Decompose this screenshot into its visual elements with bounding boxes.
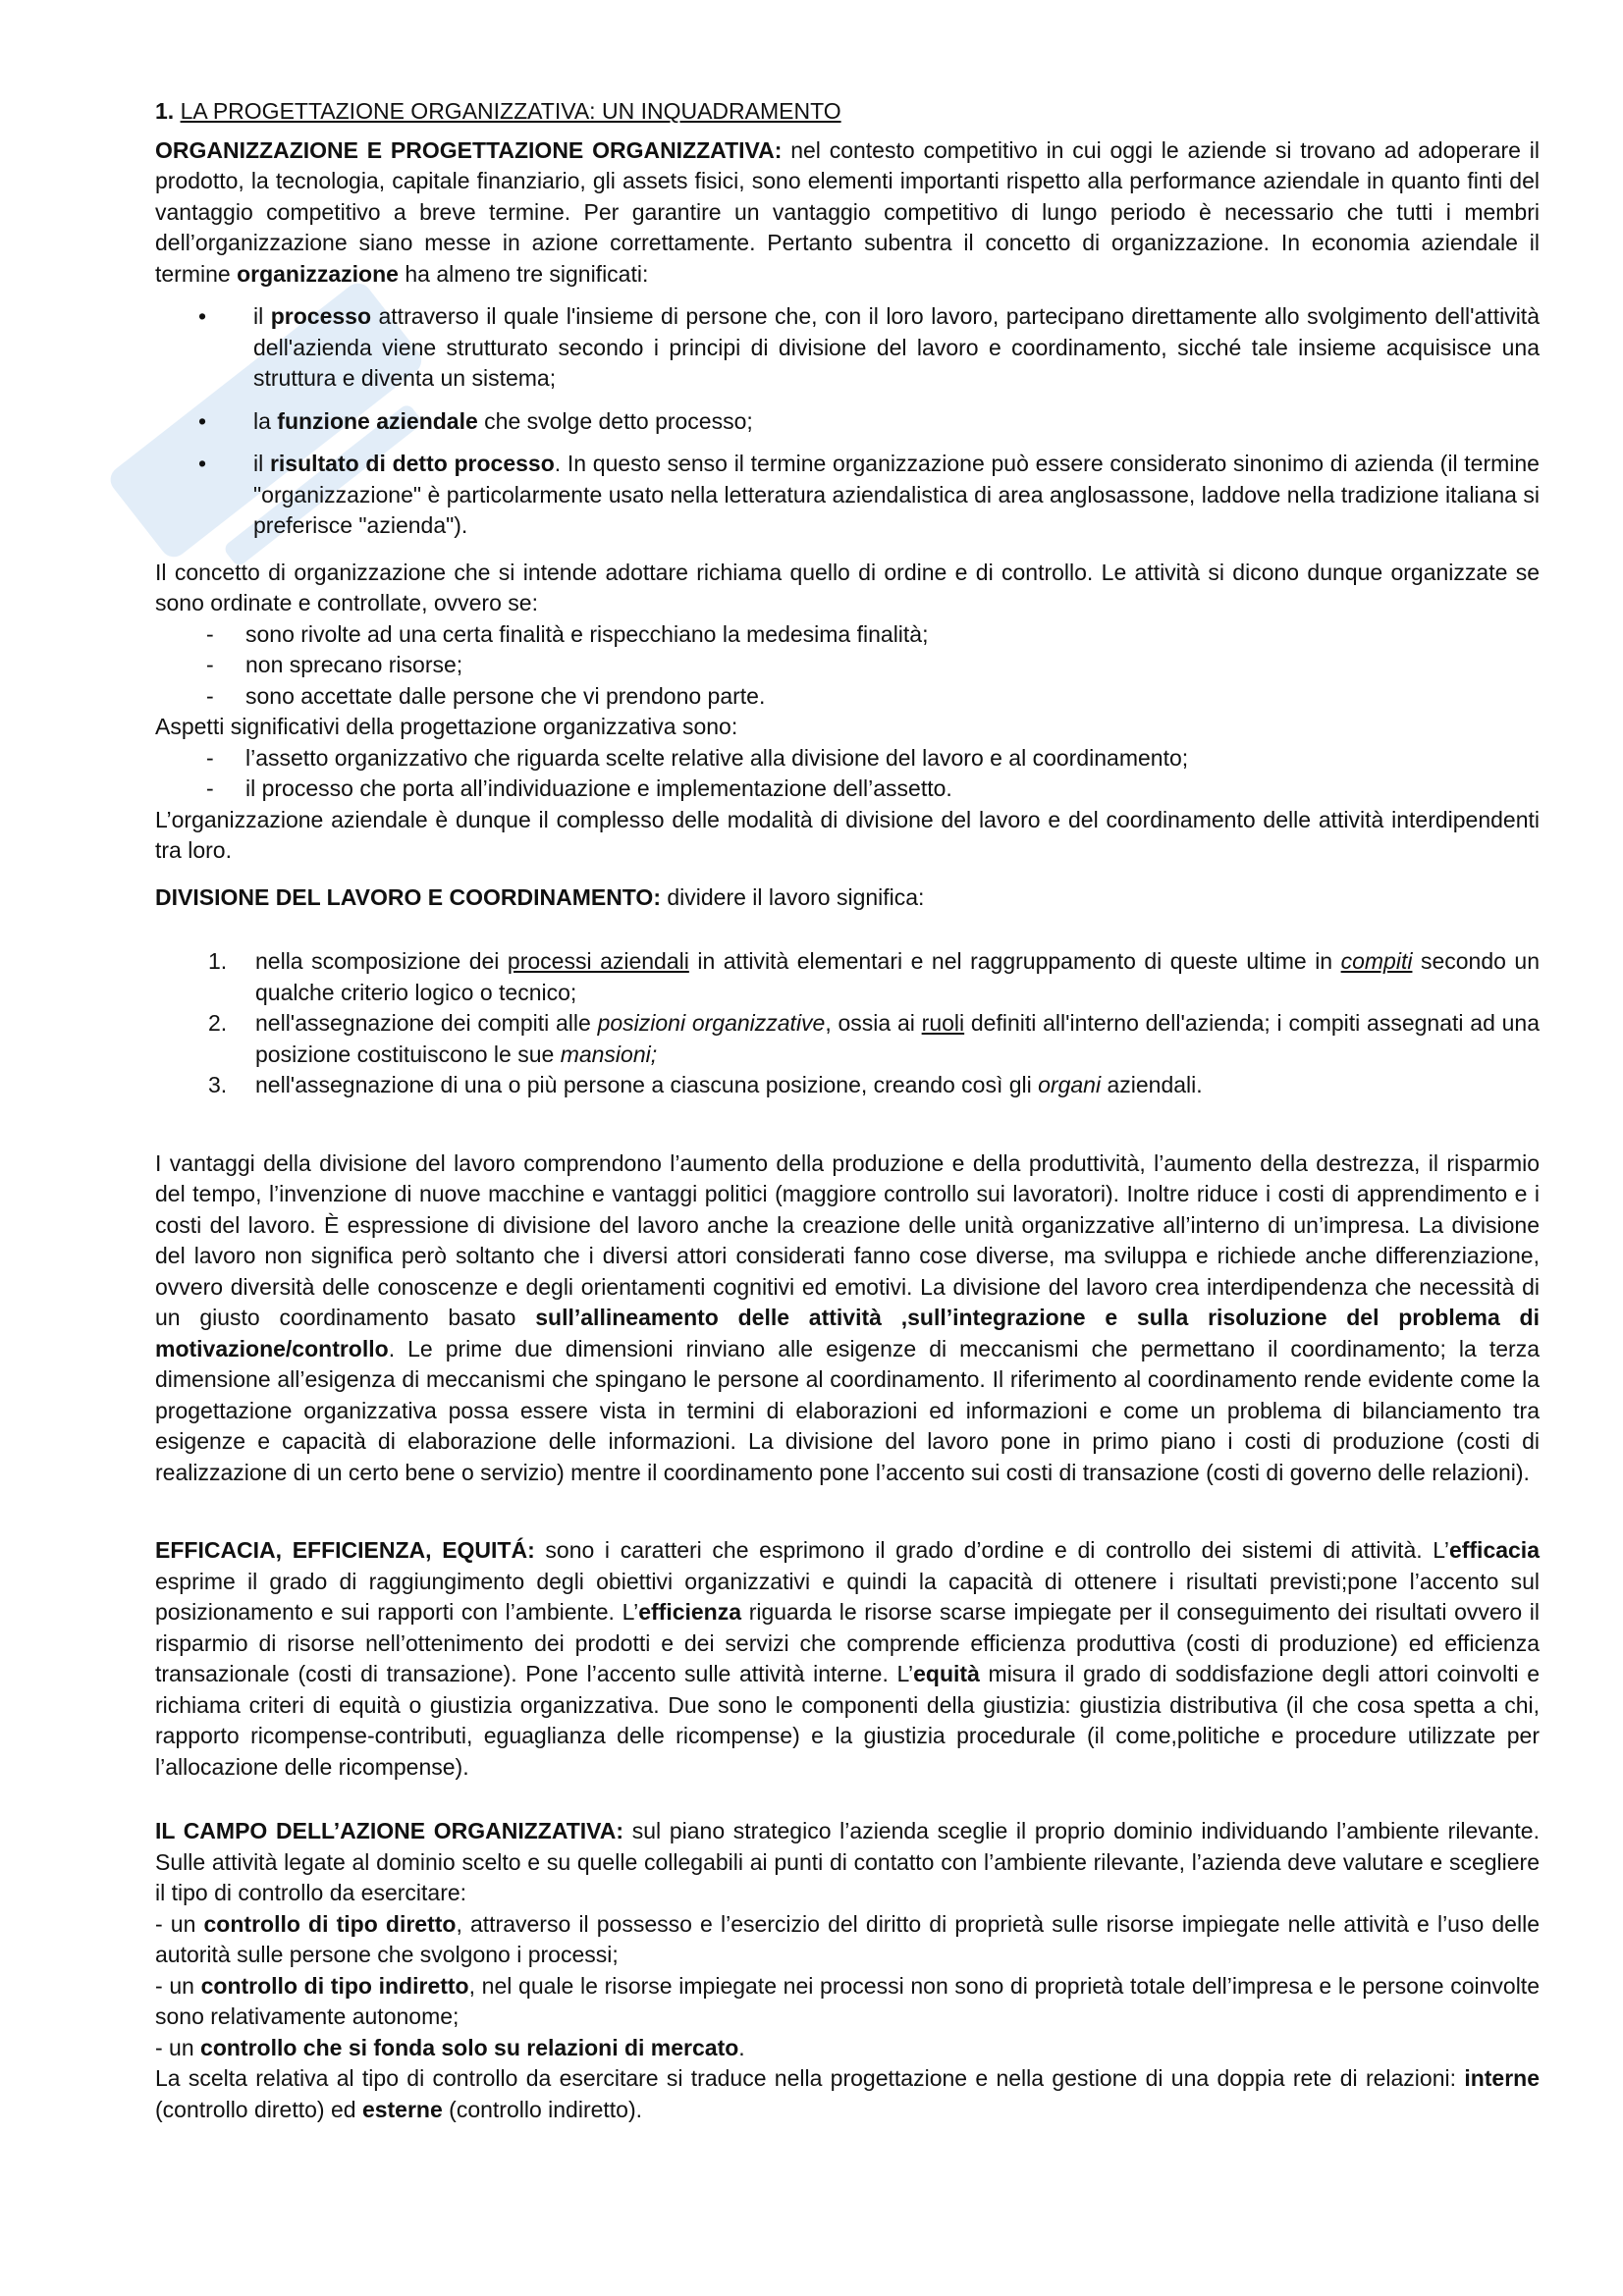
dash-list-finalita <box>155 619 1540 713</box>
heading-organizzazione: ORGANIZZAZIONE E PROGETTAZIONE ORGANIZZATIVA: <box>155 136 783 163</box>
list-item: 2. nell'assegnazione dei compiti alle posizioni organizzative, ossia ai ruoli definiti all'interno dell'azienda; i compiti assegnati ad una posizione costituiscono le sue mansioni; <box>208 1010 1541 1067</box>
paragraph-campo: IL CAMPO DELL’AZIONE ORGANIZZATIVA: sul piano strategico l’azienda sceglie il proprio dominio individuando l’ambiente rilevante. Sulle attività legate al dominio scelto e su quelle collegabili ai punti di contatto con l’ambiente rilevante, l’azienda deve valutare e scegliere il tipo di controllo da esercitare: <box>155 1818 1540 1905</box>
bullet-marker: • <box>198 407 207 434</box>
list-item: • il processo attraverso il quale l'insieme di persone che, con il loro lavoro, partecipano direttamente allo svolgimento dell'attività dell'azienda viene strutturato secondo i principi di divisione del lavoro e coordinamento, sicché tale insieme acquisisce una struttura e diventa un sistema; <box>155 301 1540 395</box>
control-item: - un controllo di tipo diretto, attraverso il possesso e l’esercizio del diritto di proprietà sulle risorse impiegate nelle attività e l’uso delle autorità sulle persone che svolgono i processi; <box>155 1910 1540 1967</box>
bullet-marker: • <box>198 451 207 476</box>
list-item: 3. nell'assegnazione di una o più persone a ciascuna posizione, creando così gli organi aziendali. <box>208 1072 1203 1097</box>
link-compiti[interactable]: compiti <box>1340 948 1413 974</box>
heading-efficacia: EFFICACIA, EFFICIENZA, EQUITÁ: <box>155 1537 535 1563</box>
list-item: - sono rivolte ad una certa finalità e rispecchiano la medesima finalità; <box>206 620 929 647</box>
paragraph-organizzazione-aziendale: L’organizzazione aziendale è dunque il complesso delle modalità di divisione del lavoro e del coordinamento delle attività interdipendenti tra loro. <box>155 806 1540 863</box>
paragraph-divisione: DIVISIONE DEL LAVORO E COORDINAMENTO: dividere il lavoro significa: <box>155 883 925 910</box>
paragraph-organizzazione: ORGANIZZAZIONE E PROGETTAZIONE ORGANIZZATIVA: nel contesto competitivo in cui oggi le aziende si trovano ad adoperare il prodotto, la tecnologia, capitale finanziario, gli assets fisici, sono elementi importanti rispetto alla performance aziendale in quanto finti del vantaggio competitivo a breve termine. Per garantire un vantaggio competitivo di lungo periodo è necessario che tutti i membri dell’organizzazione siano messe in azione correttamente. Pertanto subentra il concetto di organizzazione. In economia aziendale il termine organizzazione ha almeno tre significati: <box>155 136 1540 287</box>
paragraph-vantaggi: I vantaggi della divisione del lavoro comprendono l’aumento della produzione e della produttività, l’aumento della destrezza, il risparmio del tempo, l’invenzione di nuove macchine e vantaggi politici (maggiore controllo sui lavoratori). Inoltre riduce i costi di apprendimento e i costi del lavoro. È espressione di divisione del lavoro anche la creazione delle unità organizzative all’interno di un’impresa. La divisione del lavoro non significa però soltanto che i diversi attori considerati fanno cose diverse, ma sviluppa e richiede anche differenziazione, ovvero diversità delle conoscenze e degli orientamenti cognitivi ed emotivi. La divisione del lavoro crea interdipendenza che necessità di un giusto coordinamento basato sull’allineamento delle attività ,sull’integrazione e sulla risoluzione del problema di motivazione/controllo. Le prime due dimensioni rinviano alle esigenze di meccanismi che permettano il coordinamento; la terza dimensione all’esigenza di meccanismi che spingano le persone al coordinamento. Il riferimento al coordinamento rende evidente come la progettazione organizzativa possa essere vista in termini di elaborazioni ed informazioni e come un problema di bilanciamento tra esigenze e capacità di elaborazione delle informazioni. La divisione del lavoro pone in primo piano i costi di produzione (costi di realizzazione di un certo bene o servizio) mentre il coordinamento pone l’accento sui costi di transazione (costi di governo delle relazioni). <box>155 1149 1540 1485</box>
paragraph-scelta: La scelta relativa al tipo di controllo da esercitare si traduce nella progettazione e nella gestione di una doppia rete di relazioni: interne (controllo diretto) ed esterne (controllo indiretto). <box>155 2065 1540 2122</box>
list-item: • la funzione aziendale che svolge detto processo; <box>155 406 1540 438</box>
section-title <box>155 96 1540 128</box>
list-item: 1. nella scomposizione dei processi aziendali in attività elementari e nel raggruppamento di queste ultime in compiti secondo un qualche criterio logico o tecnico; <box>208 948 1540 1005</box>
list-item: - il processo che porta all’individuazione e implementazione dell’assetto. <box>206 775 952 801</box>
section-title-text: LA PROGETTAZIONE ORGANIZZATIVA: UN INQUADRAMENTO <box>180 98 841 124</box>
list-item: - sono accettate dalle persone che vi prendono parte. <box>206 682 766 709</box>
link-ruoli[interactable]: ruoli <box>921 1010 965 1036</box>
list-item: - l’assetto organizzativo che riguarda scelte relative alla divisione del lavoro e al coordinamento; <box>206 744 1189 771</box>
list-item: - non sprecano risorse; <box>206 652 463 677</box>
list-item: • il risultato di detto processo. In questo senso il termine organizzazione può essere considerato sinonimo di azienda (il termine "organizzazione" è particolarmente usato nella letteratura aziendalistica di area anglosassone, laddove nella tradizione italiana si preferisce "azienda"). <box>155 449 1540 542</box>
link-processi-aziendali[interactable]: processi aziendali <box>507 948 689 974</box>
paragraph-aspetti: Aspetti significativi della progettazione organizzativa sono: <box>155 714 738 739</box>
heading-campo: IL CAMPO DELL’AZIONE ORGANIZZATIVA: <box>155 1818 624 1843</box>
bullet-marker: • <box>198 303 207 329</box>
control-item: - un controllo che si fonda solo su relazioni di mercato. <box>155 2034 745 2060</box>
control-item: - un controllo di tipo indiretto, nel quale le risorse impiegate nei processi non sono di proprietà totale dell’impresa e le persone coinvolte sono relativamente autonome; <box>155 1972 1540 2029</box>
paragraph-efficacia: EFFICACIA, EFFICIENZA, EQUITÁ: sono i caratteri che esprimono il grado d’ordine e di controllo dei sistemi di attività. L’efficacia esprime il grado di raggiungimento degli obiettivi organizzativi e quindi la capacità di ottenere i risultati previsti;pone l’accento sul posizionamento e sui rapporti con l’ambiente. L’efficienza riguarda le risorse scarse impiegate per il conseguimento dei risultati ovvero il risparmio di risorse nell’ottenimento dei prodotti e dei servizi che comprende efficienza produttiva (costi di produzione) ed efficienza transazionale (costi di transazione). Pone l’accento sulle attività interne. L’equità misura il grado di soddisfazione degli attori coinvolti e richiama criteri di equità o giustizia organizzativa. Due sono le componenti della giustizia: giustizia distributiva (il che cosa spetta a chi, rapporto ricompense-contributi, eguaglianza delle ricompense) e la giustizia procedurale (il come,politiche e procedure utilizzate per l’allocazione delle ricompense). <box>155 1537 1541 1780</box>
document-page <box>155 96 1540 2125</box>
dash-list-aspetti <box>155 743 1540 805</box>
paragraph-concetto: Il concetto di organizzazione che si intende adottare richiama quello di ordine e di controllo. Le attività si dicono dunque organizzate se sono ordinate e controllate, ovvero se: <box>155 559 1540 615</box>
heading-divisione: DIVISIONE DEL LAVORO E COORDINAMENTO: <box>155 883 661 910</box>
section-number: 1. <box>155 98 175 124</box>
meanings-list <box>155 301 1540 542</box>
numbered-list <box>155 946 1540 1101</box>
